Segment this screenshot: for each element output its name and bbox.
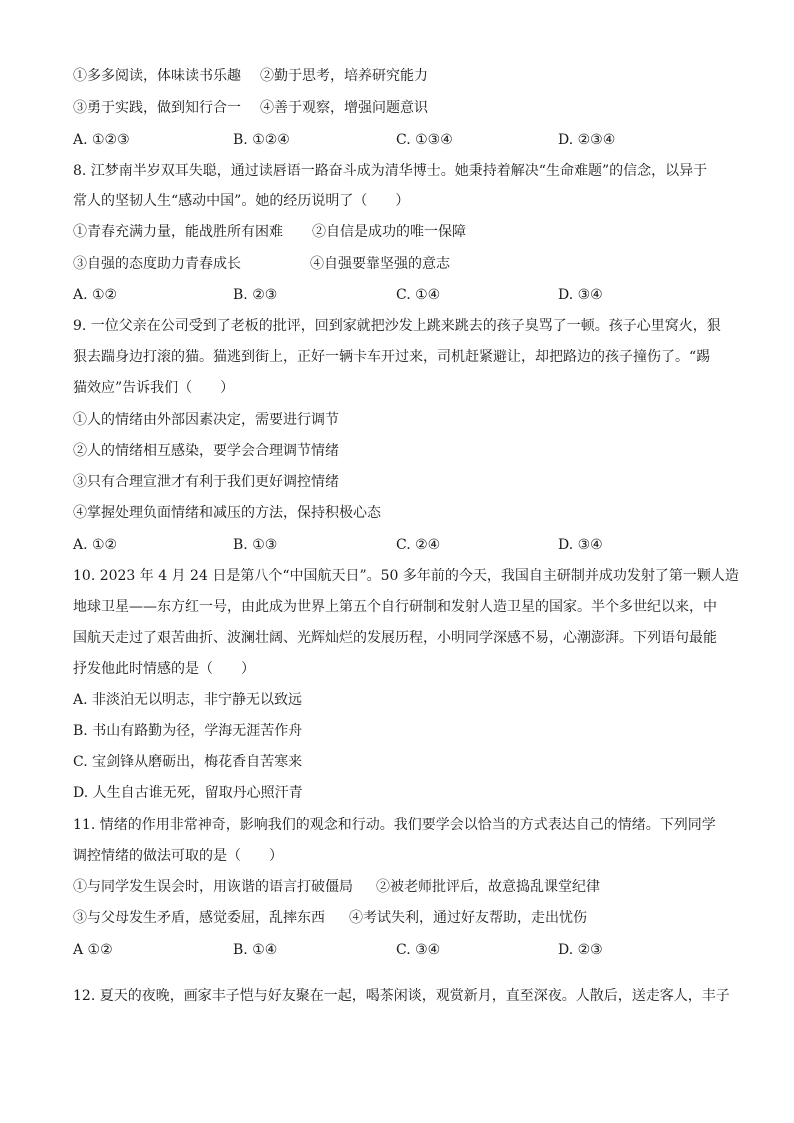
q8-stem-line1: 8. 江梦南半岁双耳失聪，通过读唇语一路奋斗成为清华博士。她秉持着解决“生命难题”的信念，以异于 [73, 163, 708, 179]
q11-options [73, 940, 723, 960]
q8-items-row2 [73, 254, 450, 274]
q9-stem-line1: 9. 一位父亲在公司受到了老板的批评，回到家就把沙发上跳来跳去的孩子臭骂了一顿。孩子心里窝火，狠 [73, 318, 721, 334]
q8-item-3: ③自强的态度助力青春成长 [73, 256, 241, 272]
q8-item-4: ④自强要靠坚强的意志 [310, 256, 450, 272]
q9-option-b[interactable]: B. ①③ [233, 537, 278, 553]
q11-option-c[interactable]: C. ③④ [396, 942, 441, 958]
q8-item-2: ②自信是成功的唯一保障 [312, 224, 466, 240]
q7-items-row1 [73, 66, 428, 86]
q9-item-1: ①人的情绪由外部因素决定，需要进行调节 [73, 412, 339, 428]
q9-item-3: ③只有合理宣泄才有利于我们更好调控情绪 [73, 474, 339, 490]
q8-option-a[interactable]: A. ①② [73, 287, 118, 303]
q8-option-d[interactable]: D. ③④ [558, 287, 603, 303]
q11-option-d[interactable]: D. ②③ [558, 942, 603, 958]
q8-options [73, 285, 723, 305]
q11-item-3: ③与父母发生矛盾，感觉委屈，乱摔东西 [73, 910, 325, 926]
q7-option-c[interactable]: C. ①③④ [396, 132, 453, 148]
q7-option-d[interactable]: D. ②③④ [558, 132, 616, 148]
q7-item-3: ③勇于实践，做到知行合一 [73, 100, 241, 116]
q10-option-c[interactable]: C. 宝剑锋从磨砺出，梅花香自苦寒来 [73, 754, 303, 770]
q7-option-a[interactable]: A. ①②③ [73, 132, 130, 148]
q11-option-a[interactable]: A ①② [73, 942, 113, 958]
q10-stem-line1: 10. 2023 年 4 月 24 日是第八个“中国航天日”。50 多年前的今天，我国自主研制并成功发射了第一颗人造 [73, 568, 739, 584]
q11-item-1: ①与同学发生误会时，用诙谐的语言打破僵局 [73, 879, 353, 895]
q12-stem-line1: 12. 夏天的夜晚，画家丰子恺与好友聚在一起，喝茶闲谈，观赏新月，直至深夜。人散后，送走客人，丰子 [73, 988, 730, 1004]
q10-option-d[interactable]: D. 人生自古谁无死，留取丹心照汗青 [73, 785, 303, 801]
q7-item-1: ①多多阅读，体味读书乐趣 [73, 68, 241, 84]
q8-items-row1 [73, 222, 466, 242]
q10-stem-line4: 抒发他此时情感的是（ ） [73, 661, 255, 677]
q11-items-row1 [73, 877, 600, 897]
q10-option-b[interactable]: B. 书山有路勤为径，学海无涯苦作舟 [73, 723, 303, 739]
q10-stem-line3: 国航天走过了艰苦曲折、波澜壮阔、光辉灿烂的发展历程，小明同学深感不易，心潮澎湃。下列语句最能 [73, 630, 717, 646]
q9-option-a[interactable]: A. ①② [73, 537, 118, 553]
q9-item-2: ②人的情绪相互感染，要学会合理调节情绪 [73, 443, 339, 459]
q8-option-b[interactable]: B. ②③ [233, 287, 278, 303]
q11-item-4: ④考试失利，通过好友帮助，走出忧伤 [349, 910, 587, 926]
q9-stem-line3: 猫效应”告诉我们（ ） [73, 380, 235, 396]
q8-stem-line2: 常人的坚韧人生“感动中国”。她的经历说明了（ ） [73, 193, 410, 209]
q9-item-4: ④掌握处理负面情绪和减压的方法，保持积极心态 [73, 505, 381, 521]
q11-stem-line1: 11. 情绪的作用非常神奇，影响我们的观念和行动。我们要学会以恰当的方式表达自己的情绪。下列同学 [73, 817, 716, 833]
q7-option-b[interactable]: B. ①②④ [233, 132, 290, 148]
q9-option-c[interactable]: C. ②④ [396, 537, 441, 553]
q8-item-1: ①青春充满力量，能战胜所有困难 [73, 224, 283, 240]
q9-option-d[interactable]: D. ③④ [558, 537, 603, 553]
q10-option-a[interactable]: A. 非淡泊无以明志，非宁静无以致远 [73, 692, 303, 708]
q11-items-row2 [73, 908, 587, 928]
q10-stem-line2: 地球卫星——东方红一号，由此成为世界上第五个自行研制和发射人造卫星的国家。半个多世纪以来，中 [73, 599, 717, 615]
q11-stem-line2: 调控情绪的做法可取的是（ ） [73, 848, 283, 864]
q8-option-c[interactable]: C. ①④ [396, 287, 441, 303]
q11-item-2: ②被老师批评后，故意捣乱课堂纪律 [376, 879, 600, 895]
q7-item-2: ②勤于思考，培养研究能力 [260, 68, 428, 84]
q11-option-b[interactable]: B. ①④ [233, 942, 278, 958]
q7-item-4: ④善于观察，增强问题意识 [260, 100, 428, 116]
q9-stem-line2: 狠去踹身边打滚的猫。猫逃到街上，正好一辆卡车开过来，司机赶紧避让，却把路边的孩子撞伤了。“踢 [73, 349, 711, 365]
q7-items-row2 [73, 98, 428, 118]
q7-options [73, 130, 723, 150]
q9-options [73, 535, 723, 555]
